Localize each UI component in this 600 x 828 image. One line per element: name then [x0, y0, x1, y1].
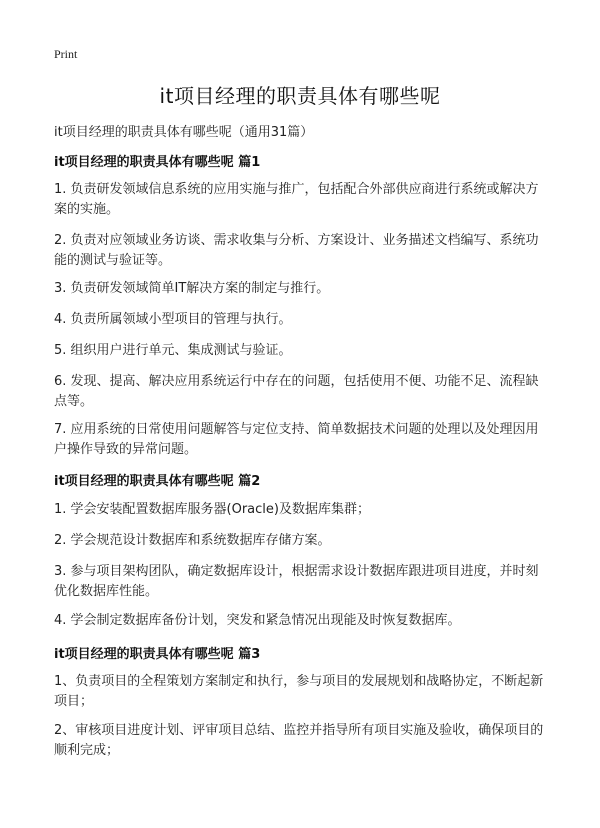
list-item: 6. 发现、提高、解决应用系统运行中存在的问题，包括使用不便、功能不足、流程缺点等。 — [54, 374, 539, 409]
list-item: 1. 负责研发领域信息系统的应用实施与推广，包括配合外部供应商进行系统或解决方案的实施。 — [54, 182, 539, 217]
list-item: 2. 负责对应领域业务访谈、需求收集与分析、方案设计、业务描述文档编写、系统功能的测试与验证等。 — [54, 233, 539, 268]
list-item: 3. 负责研发领域简单IT解决方案的制定与推行。 — [54, 281, 330, 296]
list-item: 4. 负责所属领域小型项目的管理与执行。 — [54, 312, 292, 327]
document-subtitle: it项目经理的职责具体有哪些呢（通用31篇） — [54, 125, 314, 140]
document-title: it项目经理的职责具体有哪些呢 — [159, 84, 441, 108]
section-heading-2: it项目经理的职责具体有哪些呢 篇2 — [54, 474, 261, 489]
list-item: 1. 学会安装配置数据库服务器(Oracle)及数据库集群； — [54, 502, 370, 517]
section-heading-3: it项目经理的职责具体有哪些呢 篇3 — [54, 647, 261, 662]
list-item: 2、审核项目进度计划、评审项目总结、监控并指导所有项目实施及验收，确保项目的顺利完成； — [54, 723, 544, 758]
list-item: 2. 学会规范设计数据库和系统数据库存储方案。 — [54, 533, 331, 548]
section-heading-1: it项目经理的职责具体有哪些呢 篇1 — [54, 155, 261, 170]
list-item: 3. 参与项目架构团队，确定数据库设计，根据需求设计数据库跟进项目进度，并时刻优化数据库性能。 — [54, 564, 539, 599]
list-item: 1、负责项目的全程策划方案制定和执行，参与项目的发展规划和战略协定，不断起新项目； — [54, 674, 544, 709]
list-item: 5. 组织用户进行单元、集成测试与验证。 — [54, 343, 292, 358]
list-item: 4. 学会制定数据库备份计划，突发和紧急情况出现能及时恢复数据库。 — [54, 613, 461, 628]
print-label[interactable]: Print — [54, 47, 78, 61]
list-item: 7. 应用系统的日常使用问题解答与定位支持、简单数据技术问题的处理以及处理因用户操作导致的异常问题。 — [54, 422, 539, 457]
